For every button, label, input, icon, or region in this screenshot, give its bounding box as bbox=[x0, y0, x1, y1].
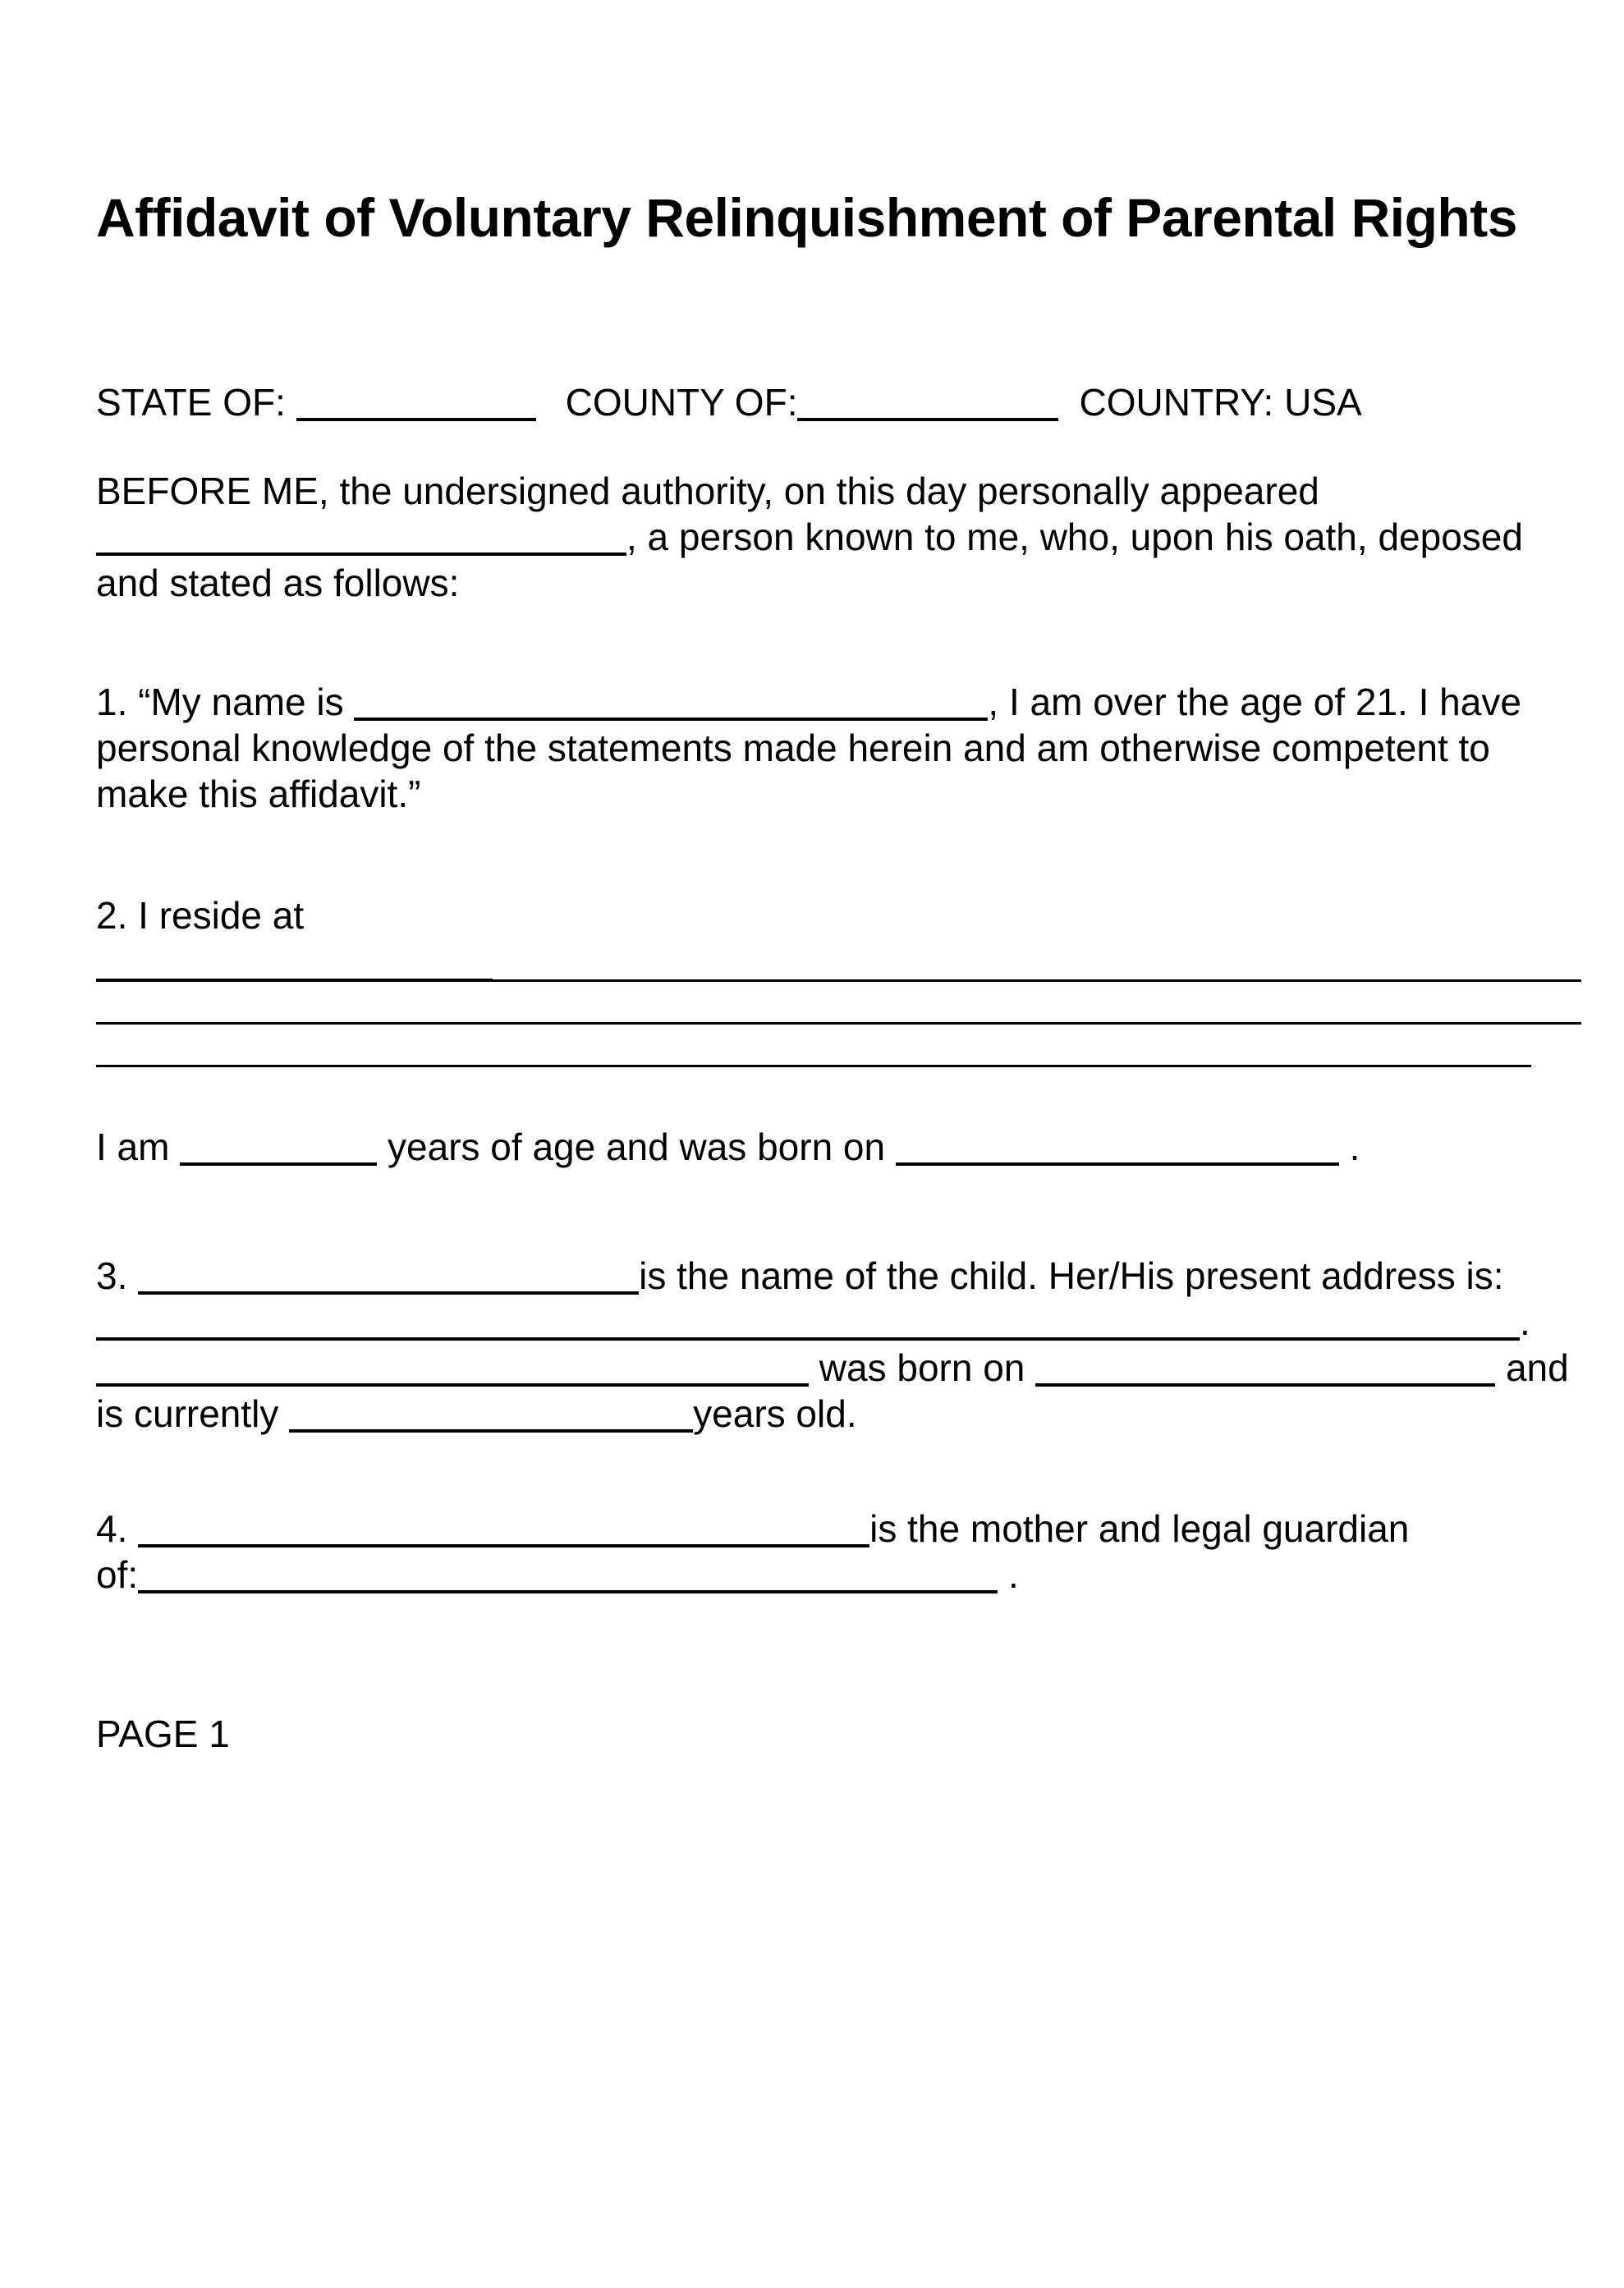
section-1-line-3: make this affidavit.” bbox=[96, 773, 421, 815]
section-4-line-1-text: is the mother and legal guardian bbox=[869, 1507, 1410, 1550]
age-input-line[interactable] bbox=[180, 1138, 377, 1166]
age-lead-label: I am bbox=[96, 1126, 170, 1168]
section-3-line-2-period: . bbox=[1520, 1300, 1530, 1343]
affidavit-page bbox=[0, 186, 1624, 2288]
section-3 bbox=[96, 1253, 1575, 1437]
age-sentence bbox=[96, 1124, 1575, 1170]
section-3-line-2 bbox=[96, 1299, 1575, 1345]
section-3-line-1 bbox=[96, 1253, 1575, 1299]
section-4-line-2 bbox=[96, 1552, 1575, 1598]
residence-address-line-2[interactable] bbox=[96, 982, 1581, 1025]
opening-line-3: and stated as follows: bbox=[96, 562, 460, 604]
section-3-line-1-text: is the name of the child. Her/His present address is: bbox=[639, 1254, 1504, 1297]
opening-line-2-text: , a person known to me, who, upon his oath, deposed bbox=[626, 516, 1523, 558]
page-title: Affidavit of Voluntary Relinquishment of Parental Rights bbox=[96, 187, 1517, 248]
state-input-line[interactable] bbox=[296, 393, 536, 421]
section-4 bbox=[96, 1506, 1575, 1598]
county-of-label: COUNTY OF: bbox=[565, 381, 798, 424]
residence-address-field bbox=[96, 938, 1575, 1067]
opening-line-1: BEFORE ME, the undersigned authority, on this day personally appeared bbox=[96, 470, 1319, 512]
jurisdiction-line bbox=[96, 379, 1575, 425]
residence-address-line-1[interactable] bbox=[96, 938, 1581, 982]
child-address-input-line[interactable] bbox=[96, 1313, 1520, 1341]
birth-date-input-line[interactable] bbox=[896, 1138, 1339, 1166]
state-of-label: STATE OF: bbox=[96, 381, 286, 424]
section-3-line-4 bbox=[96, 1391, 1575, 1437]
opening-paragraph bbox=[96, 468, 1575, 606]
section-1-lead: 1. “My name is bbox=[96, 681, 344, 723]
child-birth-date-input-line[interactable] bbox=[1035, 1359, 1495, 1387]
section-1-line-2: personal knowledge of the statements made herein and am otherwise competent to bbox=[96, 727, 1490, 769]
affiant-name-input-line[interactable] bbox=[354, 693, 988, 721]
child-name-input-line[interactable] bbox=[138, 1267, 639, 1295]
section-4-of-label: of: bbox=[96, 1553, 139, 1596]
section-1 bbox=[96, 679, 1575, 817]
page-number: PAGE 1 bbox=[96, 1713, 230, 1755]
section-2-heading: 2. I reside at bbox=[96, 894, 305, 937]
mother-name-input-line[interactable] bbox=[138, 1520, 869, 1547]
child-address-input-line-2[interactable] bbox=[96, 1359, 809, 1387]
section-3-and-label: and bbox=[1505, 1346, 1569, 1389]
child-age-input-line[interactable] bbox=[289, 1405, 693, 1433]
section-3-currently-label: is currently bbox=[96, 1392, 279, 1435]
country-label: COUNTRY: USA bbox=[1079, 381, 1362, 424]
ward-name-input-line[interactable] bbox=[138, 1566, 998, 1593]
county-input-line[interactable] bbox=[797, 393, 1058, 421]
section-3-line-3 bbox=[96, 1345, 1575, 1391]
section-3-number: 3. bbox=[96, 1254, 128, 1297]
section-4-line-2-period: . bbox=[1007, 1553, 1019, 1596]
section-4-line-1 bbox=[96, 1506, 1575, 1552]
section-3-born-on-label: was born on bbox=[819, 1346, 1025, 1389]
section-1-line-1-text: , I am over the age of 21. I have bbox=[988, 681, 1521, 723]
section-4-number: 4. bbox=[96, 1507, 128, 1550]
section-1-line-1 bbox=[96, 679, 1575, 725]
residence-address-line-3[interactable] bbox=[96, 1025, 1531, 1067]
section-3-years-old-label: years old. bbox=[693, 1392, 857, 1435]
age-sentence-period: . bbox=[1349, 1126, 1360, 1168]
opening-line-2 bbox=[96, 514, 1575, 560]
appeared-name-input-line[interactable] bbox=[96, 528, 626, 556]
age-middle-label: years of age and was born on bbox=[388, 1126, 886, 1168]
